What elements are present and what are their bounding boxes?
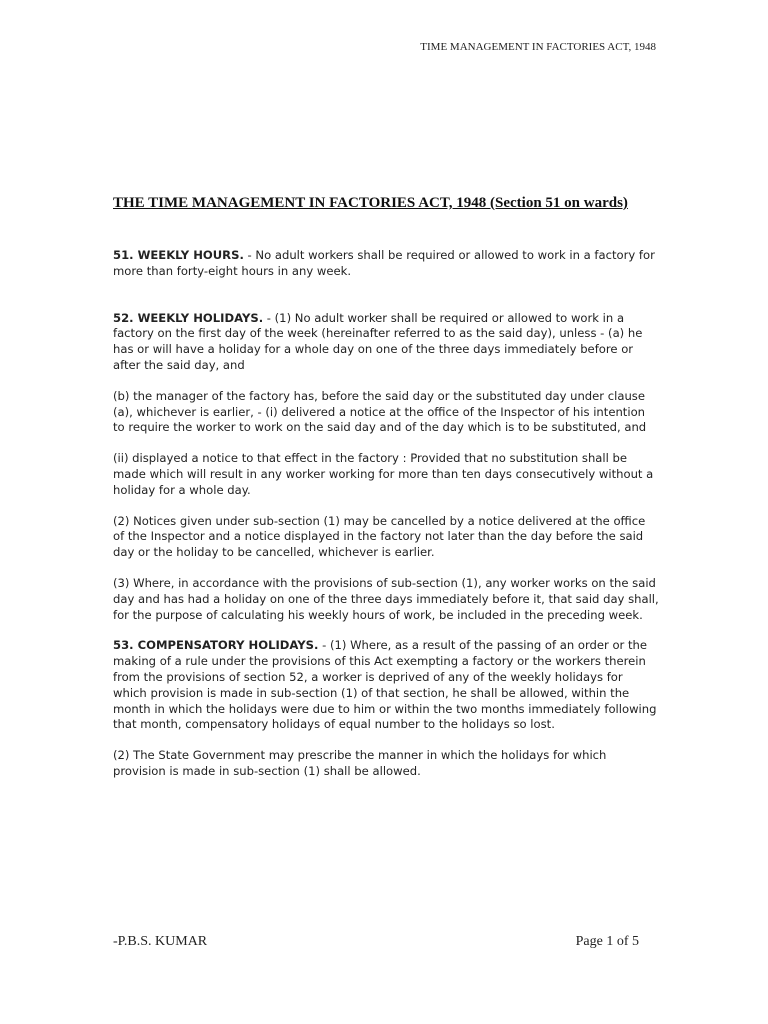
- section-heading: 53. COMPENSATORY HOLIDAYS.: [113, 638, 319, 653]
- clause-ii-paragraph: [113, 451, 659, 498]
- section-heading: 52. WEEKLY HOLIDAYS.: [113, 310, 264, 325]
- paragraph-text: (3) Where, in accordance with the provisions of sub-section (1), any worker works on the said day and has had a holiday on one of the three days immediately before it, that said day shall, for the purpose of calculating his weekly hours of work, be included in the preceding week.: [113, 575, 659, 622]
- paragraph-text: (b) the manager of the factory has, before the said day or the substituted day under clause (a), whichever is earlier, - (i) delivered a notice at the office of the Inspector of his intention to require the worker to work on the said day and of the day which is to be substituted, and: [113, 388, 647, 435]
- running-header: TIME MANAGEMENT IN FACTORIES ACT, 1948: [420, 41, 656, 53]
- document-title: THE TIME MANAGEMENT IN FACTORIES ACT, 1948 (Section 51 on wards): [113, 195, 628, 211]
- paragraph-text: - No adult workers shall be required or allowed to work in a factory for more than forty-eight hours in any week.: [113, 248, 655, 278]
- paragraph-text: (2) The State Government may prescribe the manner in which the holidays for which provision is made in sub-section (1) shall be allowed.: [113, 748, 607, 778]
- section-52-paragraph: [113, 311, 659, 374]
- paragraph-text: - (1) Where, as a result of the passing of an order or the making of a rule under the provisions of this Act exempting a factory or the workers therein from the provisions of section 52, a worker is deprived of any of the weekly holidays for which provision is made in sub-section (1) of that section, he shall be allowed, within the month in which the holidays were due to him or within the two months immediately following that month, compensatory holidays of equal number to the holidays so lost.: [113, 638, 657, 732]
- document-body: [113, 248, 659, 780]
- clause-b-paragraph: [113, 389, 659, 436]
- running-footer: [113, 934, 639, 950]
- paragraph-text: (ii) displayed a notice to that effect in the factory : Provided that no substitution shall be made which will result in any worker working for more than ten days consecutively without a holiday for a whole day.: [113, 451, 654, 497]
- section-53-paragraph: [113, 638, 659, 733]
- author-name: -P.B.S. KUMAR: [113, 934, 208, 949]
- subsection-2-paragraph: [113, 514, 659, 561]
- page-number: Page 1 of 5: [575, 934, 639, 949]
- paragraph-text: (2) Notices given under sub-section (1) may be cancelled by a notice delivered at the office of the Inspector and a notice displayed in the factory not later than the day before the said day or the holiday to be cancelled, whichever is earlier.: [113, 513, 646, 560]
- section-53-subsection-2-paragraph: [113, 748, 659, 780]
- paragraph-text: - (1) No adult worker shall be required or allowed to work in a factory on the first day of the week (hereinafter referred to as the said day), unless - (a) he has or will have a holiday for a whole day on one of the three days immediately before or after the said day, and: [113, 310, 643, 372]
- section-heading: 51. WEEKLY HOURS.: [113, 248, 244, 262]
- subsection-3-paragraph: [113, 576, 659, 623]
- section-51-paragraph: [113, 248, 659, 280]
